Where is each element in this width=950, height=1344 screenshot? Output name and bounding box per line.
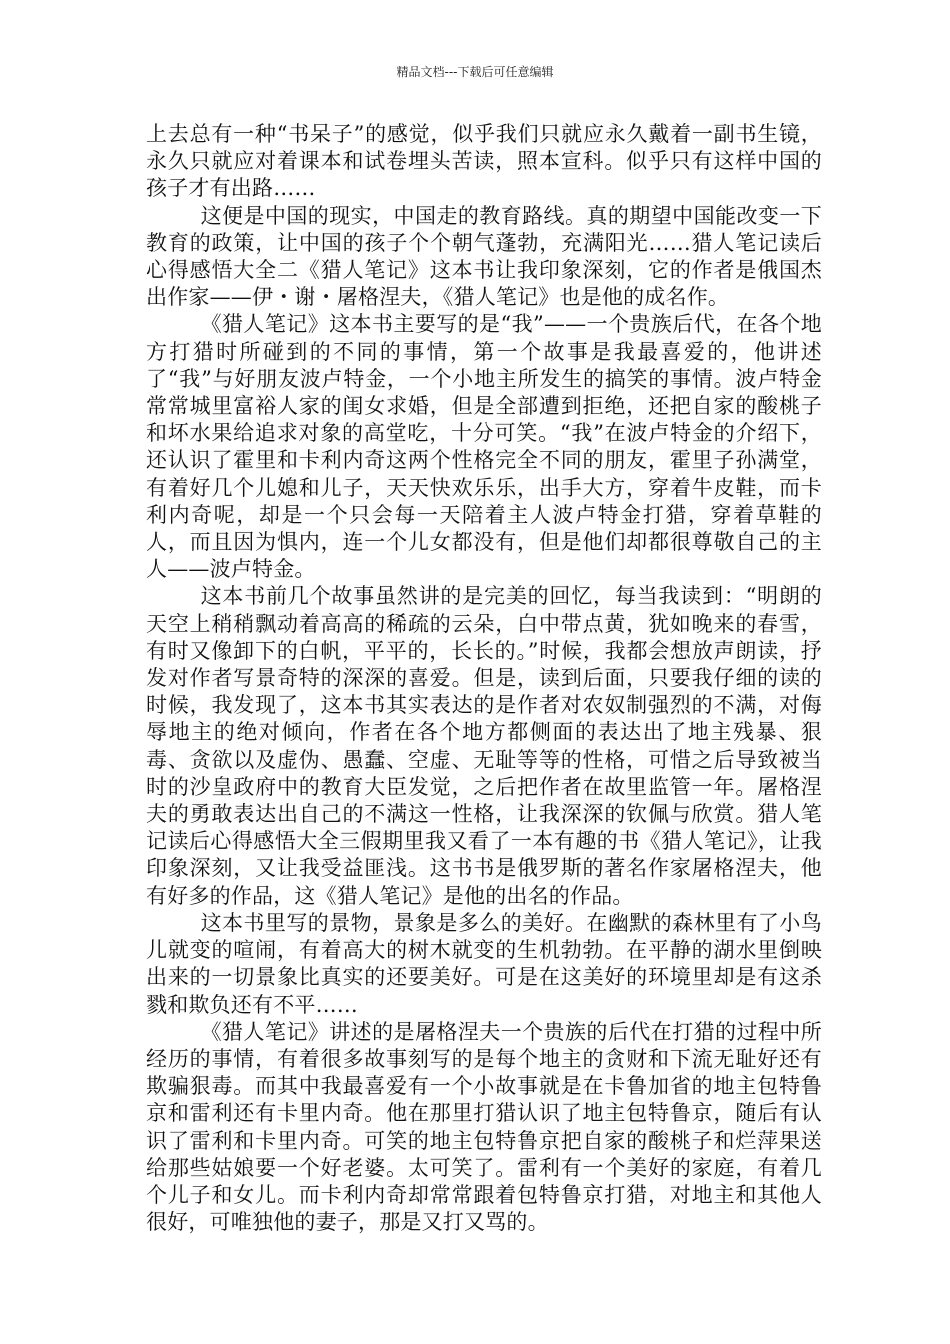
body-text	[146, 121, 822, 1236]
paragraph-3: 《猎人笔记》这本书主要写的是“我”——一个贵族后代，在各个地方打猎时所碰到的不同的事情，第一个故事是我最喜爱的，他讲述了“我”与好朋友波卢特金，一个小地主所发生的搞笑的事情。波卢特金常常城里富裕人家的闺女求婚，但是全部遭到拒绝，还把自家的酸桃子和坏水果给追求对象的高堂吃，十分可笑。“我”在波卢特金的介绍下，还认识了霍里和卡利内奇这两个性格完全不同的朋友，霍里子孙满堂，有着好几个儿媳和儿子，天天快欢乐乐，出手大方，穿着牛皮鞋，而卡利内奇呢，却是一个只会每一天陪着主人波卢特金打猎，穿着草鞋的人，而且因为惧内，连一个儿女都没有，但是他们却都很尊敬自己的主人——波卢特金。	[146, 312, 822, 582]
page-header: 精品文档---下载后可任意编辑	[396, 65, 554, 79]
paragraph-6: 《猎人笔记》讲述的是屠格涅夫一个贵族的后代在打猎的过程中所经历的事情，有着很多故事刻写的是每个地主的贪财和下流无耻好还有欺骗狠毒。而其中我最喜爱有一个小故事就是在卡鲁加省的地主包特鲁京和雷利还有卡里内奇。他在那里打猎认识了地主包特鲁京，随后有认识了雷利和卡里内奇。可笑的地主包特鲁京把自家的酸桃子和烂萍果送给那些姑娘要一个好老婆。太可笑了。雷利有一个美好的家庭，有着几个儿子和女儿。而卡利内奇却常常跟着包特鲁京打猎，对地主和其他人很好，可唯独他的妻子，那是又打又骂的。	[146, 1019, 822, 1235]
paragraph-5: 这本书里写的景物，景象是多么的美好。在幽默的森林里有了小鸟儿就变的喧闹，有着高大的树木就变的生机勃勃。在平静的湖水里倒映出来的一切景象比真实的还要美好。可是在这美好的环境里却是有这杀戮和欺负还有不平……	[146, 910, 822, 1017]
paragraph-2: 这便是中国的现实，中国走的教育路线。真的期望中国能改变一下教育的政策，让中国的孩子个个朝气蓬勃，充满阳光……猎人笔记读后心得感悟大全二《猎人笔记》这本书让我印象深刻，它的作者是俄国杰出作家——伊・谢・屠格涅夫，《猎人笔记》也是他的成名作。	[146, 203, 822, 310]
paragraph-4: 这本书前几个故事虽然讲的是完美的回忆，每当我读到：“明朗的天空上稍稍飘动着高高的稀疏的云朵，白中带点黄，犹如晚来的春雪，有时又像卸下的白帆，平平的，长长的。”时候，我都会想放声朗读，抒发对作者写景奇特的深深的喜爱。但是，读到后面，只要我仔细的读的时候，我发现了，这本书其实表达的是作者对农奴制强烈的不满，对侮辱地主的绝对倾向，作者在各个地方都侧面的表达出了地主残暴、狠毒、贪欲以及虚伪、愚蠢、空虚、无耻等等的性格，可惜之后导致被当时的沙皇政府中的教育大臣发觉，之后把作者在故里监管一年。屠格涅夫的勇敢表达出自己的不满这一性格，让我深深的钦佩与欣赏。猎人笔记读后心得感悟大全三假期里我又看了一本有趣的书《猎人笔记》，让我印象深刻，又让我受益匪浅。这书书是俄罗斯的著名作家屠格涅夫，他有好多的作品，这《猎人笔记》是他的出名的作品。	[146, 584, 822, 908]
paragraph-1: 上去总有一种“书呆子”的感觉，似乎我们只就应永久戴着一副书生镜，永久只就应对着课本和试卷埋头苦读，照本宣科。似乎只有这样中国的孩子才有出路……	[146, 122, 822, 201]
